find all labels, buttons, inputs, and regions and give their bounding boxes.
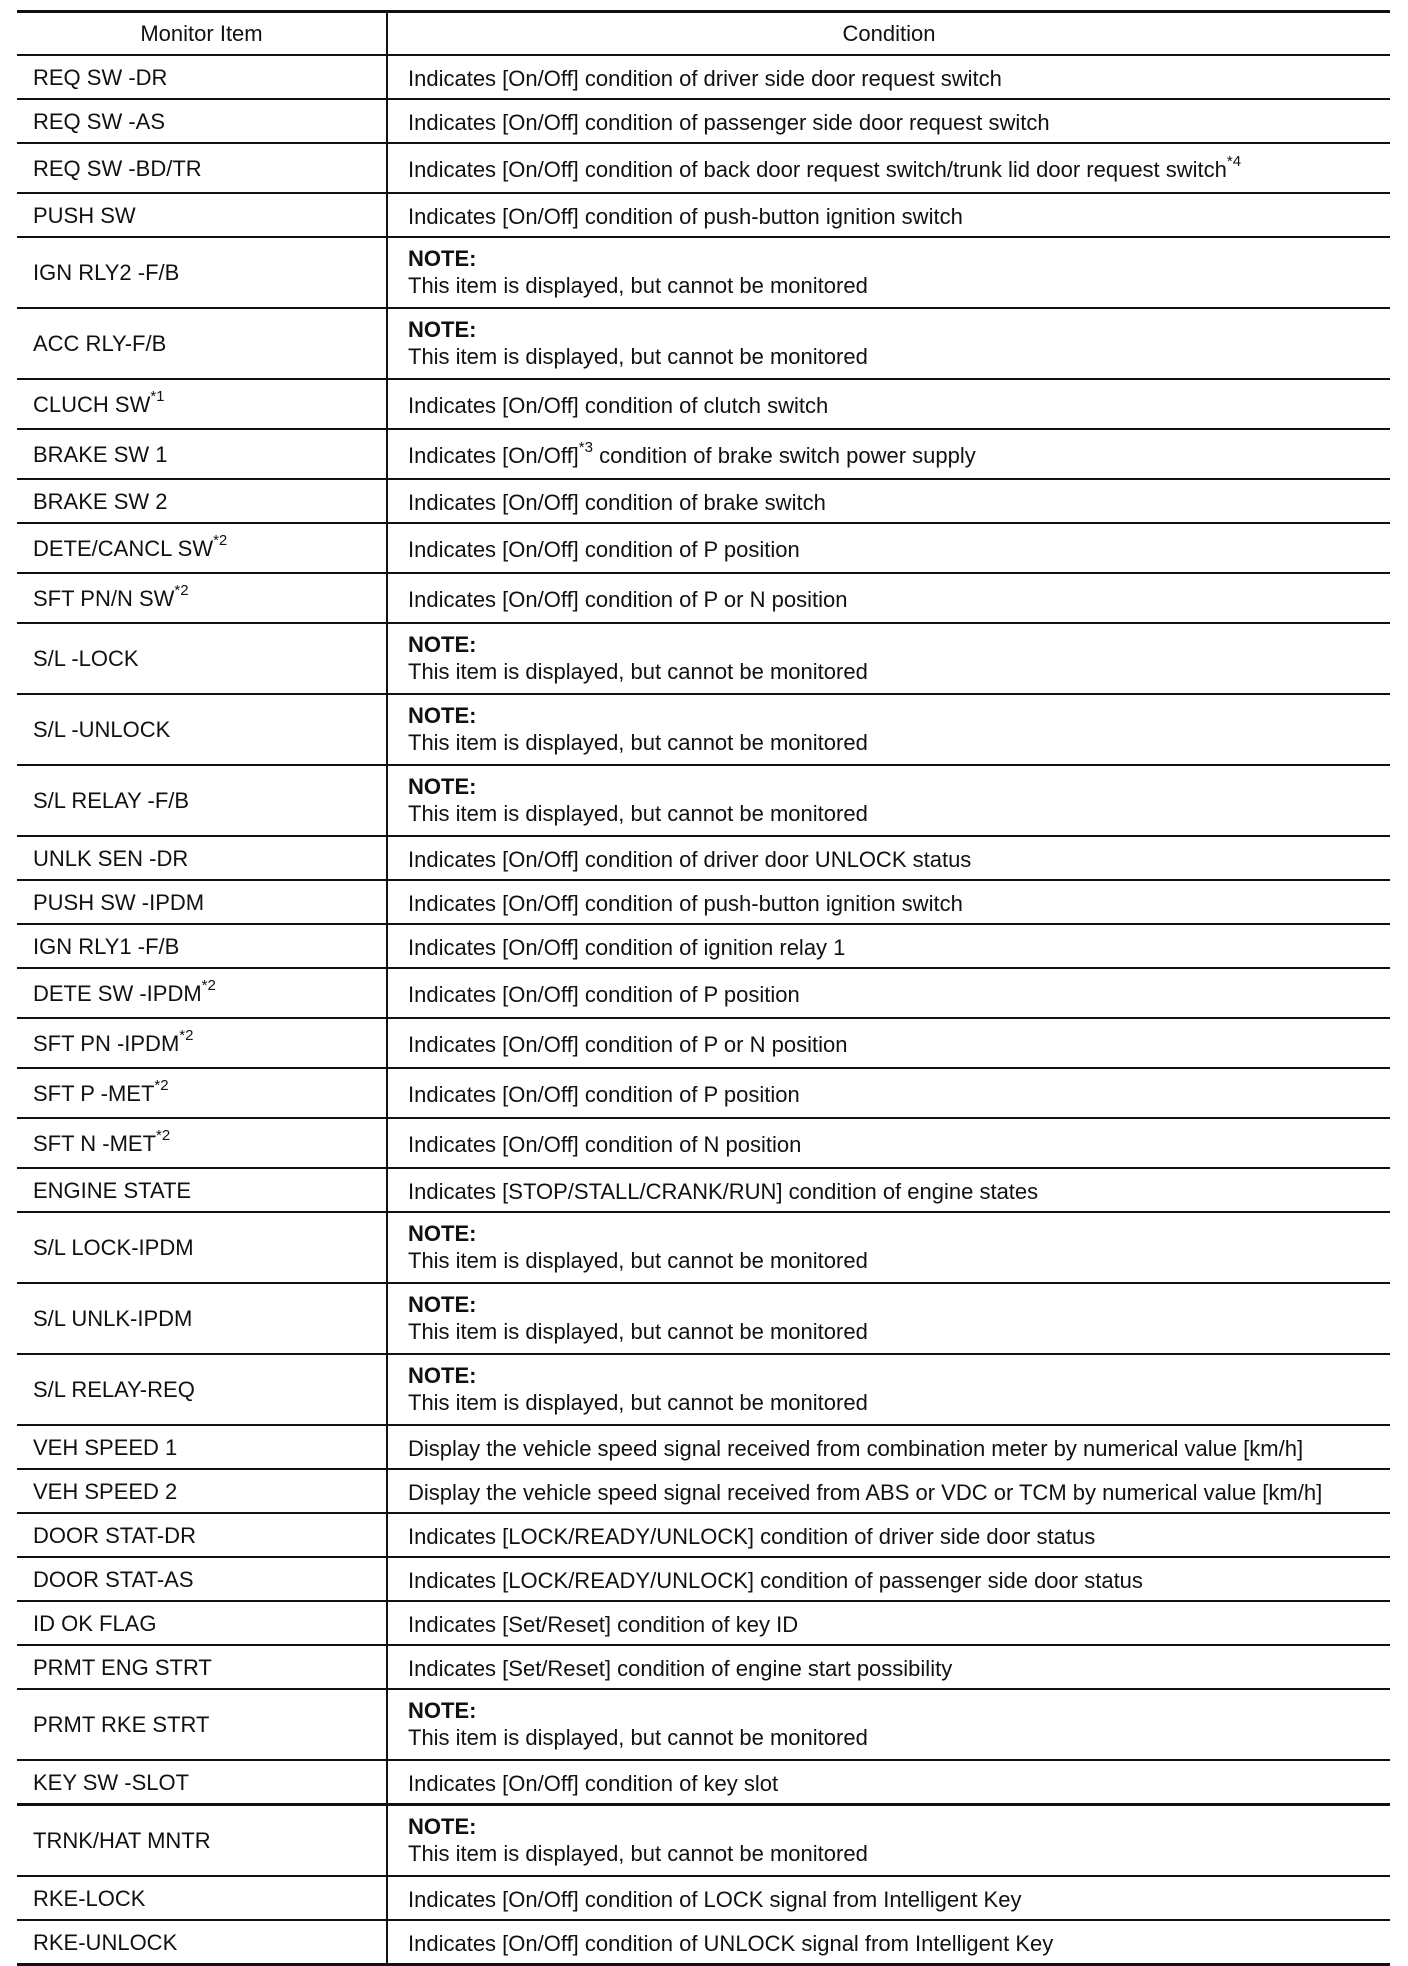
table-row	[17, 694, 1390, 765]
monitor-item-cell	[17, 573, 387, 623]
monitor-item-cell	[17, 924, 387, 968]
condition-text: Indicates [On/Off] condition of UNLOCK signal from Intelligent Key	[408, 1930, 1054, 1956]
condition-cell	[387, 623, 1390, 694]
monitor-item-label: PUSH SW	[33, 202, 136, 228]
condition-text: Indicates [On/Off] condition of key slot	[408, 1770, 779, 1796]
monitor-item-cell	[17, 1118, 387, 1168]
footnote-mark: *2	[156, 1127, 171, 1145]
condition-text: Indicates [On/Off] condition of push-button ignition switch	[408, 203, 963, 229]
condition-cell	[387, 1601, 1390, 1645]
condition-cell	[387, 1354, 1390, 1425]
monitor-item-label: KEY SW -SLOT	[33, 1769, 190, 1795]
monitor-item-cell	[17, 429, 387, 479]
condition-cell	[387, 523, 1390, 573]
table-row	[17, 99, 1390, 143]
monitor-item-cell	[17, 237, 387, 308]
monitor-item-cell	[17, 379, 387, 429]
monitor-item-cell	[17, 523, 387, 573]
footnote-mark: *2	[174, 582, 189, 600]
monitor-item-label: PRMT ENG STRT	[33, 1654, 212, 1680]
note-text: This item is displayed, but cannot be monitored	[408, 659, 868, 684]
monitor-item-label: PUSH SW -IPDM	[33, 889, 205, 915]
condition-text: Indicates [On/Off] condition of N position	[408, 1131, 802, 1157]
table-row	[17, 1557, 1390, 1601]
condition-text-prefix: Indicates [On/Off]	[408, 442, 579, 468]
monitor-item-label: SFT N -MET	[33, 1130, 157, 1156]
table-row	[17, 968, 1390, 1018]
note-label: NOTE:	[408, 246, 477, 271]
condition-cell	[387, 1212, 1390, 1283]
condition-cell	[387, 1689, 1390, 1760]
table-row	[17, 379, 1390, 429]
table-row	[17, 1354, 1390, 1425]
condition-text: Indicates [On/Off] condition of P or N position	[408, 586, 848, 612]
table-row	[17, 1425, 1390, 1469]
condition-cell	[387, 1557, 1390, 1601]
monitor-item-cell	[17, 836, 387, 880]
table-row	[17, 1212, 1390, 1283]
monitor-item-label: ID OK FLAG	[33, 1610, 157, 1636]
table-row	[17, 1168, 1390, 1212]
condition-cell	[387, 308, 1390, 379]
condition-text: Indicates [LOCK/READY/UNLOCK] condition of passenger side door status	[408, 1567, 1143, 1593]
condition-cell	[387, 1469, 1390, 1513]
condition-text: Indicates [On/Off] condition of push-button ignition switch	[408, 890, 963, 916]
monitor-item-label: S/L RELAY -F/B	[33, 788, 190, 813]
monitor-item-cell	[17, 968, 387, 1018]
table-row	[17, 429, 1390, 479]
table-row	[17, 1118, 1390, 1168]
condition-text: condition of brake switch power supply	[592, 442, 976, 468]
table-row	[17, 308, 1390, 379]
condition-text: Indicates [On/Off] condition of driver door UNLOCK status	[408, 846, 972, 872]
monitor-item-label: ENGINE STATE	[33, 1177, 192, 1203]
monitor-item-cell	[17, 1168, 387, 1212]
table-row	[17, 55, 1390, 99]
monitor-item-label: REQ SW -AS	[33, 108, 166, 134]
condition-cell	[387, 479, 1390, 523]
note-text: This item is displayed, but cannot be monitored	[408, 344, 868, 369]
monitor-item-label: VEH SPEED 1	[33, 1434, 178, 1460]
table-row	[17, 143, 1390, 193]
condition-cell	[387, 1283, 1390, 1354]
footnote-mark: *4	[1226, 153, 1242, 171]
monitor-item-cell	[17, 1876, 387, 1920]
monitor-item-label: BRAKE SW 2	[33, 488, 168, 514]
table-row	[17, 1689, 1390, 1760]
monitor-item-label: UNLK SEN -DR	[33, 845, 189, 871]
monitor-item-label: DOOR STAT-DR	[33, 1522, 196, 1548]
table-row	[17, 193, 1390, 237]
monitor-item-label: PRMT RKE STRT	[33, 1712, 210, 1737]
monitor-item-cell	[17, 1283, 387, 1354]
monitor-item-cell	[17, 143, 387, 193]
monitor-item-label: DETE/CANCL SW	[33, 535, 214, 561]
table-row	[17, 765, 1390, 836]
condition-cell	[387, 1068, 1390, 1118]
note-text: This item is displayed, but cannot be monitored	[408, 801, 868, 826]
condition-cell	[387, 836, 1390, 880]
table-body	[17, 55, 1390, 1965]
condition-cell	[387, 1118, 1390, 1168]
condition-text: Display the vehicle speed signal received from combination meter by numerical value [km/h]	[408, 1435, 1304, 1461]
footnote-mark: *2	[179, 1027, 194, 1045]
monitor-item-label: S/L UNLK-IPDM	[33, 1306, 193, 1331]
monitor-item-label: RKE-LOCK	[33, 1885, 146, 1911]
note-text: This item is displayed, but cannot be monitored	[408, 1319, 868, 1344]
table-row	[17, 1469, 1390, 1513]
monitor-item-label: IGN RLY2 -F/B	[33, 260, 180, 285]
monitor-item-label: ACC RLY-F/B	[33, 331, 167, 356]
table-row	[17, 1805, 1390, 1877]
monitor-item-label: S/L -UNLOCK	[33, 717, 171, 742]
note-label: NOTE:	[408, 774, 477, 799]
monitor-item-label: BRAKE SW 1	[33, 441, 168, 467]
condition-cell	[387, 1876, 1390, 1920]
condition-cell	[387, 379, 1390, 429]
footnote-mark: *2	[213, 532, 228, 550]
monitor-item-cell	[17, 1805, 387, 1877]
condition-cell	[387, 1513, 1390, 1557]
monitor-item-cell	[17, 1354, 387, 1425]
monitor-item-label: RKE-UNLOCK	[33, 1929, 178, 1955]
condition-text: Indicates [STOP/STALL/CRANK/RUN] condition of engine states	[408, 1178, 1039, 1204]
monitor-item-cell	[17, 1068, 387, 1118]
monitor-item-label: DOOR STAT-AS	[33, 1566, 194, 1592]
monitor-item-cell	[17, 55, 387, 99]
table-row	[17, 1513, 1390, 1557]
condition-cell	[387, 429, 1390, 479]
condition-text: Display the vehicle speed signal received from ABS or VDC or TCM by numerical value [km/h]	[408, 1479, 1323, 1505]
note-label: NOTE:	[408, 1221, 477, 1246]
monitor-item-cell	[17, 1689, 387, 1760]
monitor-item-label: SFT P -MET	[33, 1080, 155, 1106]
monitor-item-label: TRNK/HAT MNTR	[33, 1828, 211, 1853]
condition-text: Indicates [On/Off] condition of brake switch	[408, 489, 826, 515]
note-text: This item is displayed, but cannot be monitored	[408, 730, 868, 755]
condition-text: Indicates [Set/Reset] condition of key ID	[408, 1611, 799, 1637]
condition-cell	[387, 99, 1390, 143]
monitor-item-cell	[17, 193, 387, 237]
monitor-item-table	[17, 10, 1390, 1966]
condition-cell	[387, 1645, 1390, 1689]
monitor-item-label: S/L LOCK-IPDM	[33, 1235, 194, 1260]
monitor-item-label: S/L -LOCK	[33, 646, 139, 671]
condition-cell	[387, 1168, 1390, 1212]
condition-text: Indicates [Set/Reset] condition of engine start possibility	[408, 1655, 953, 1681]
note-text: This item is displayed, but cannot be monitored	[408, 1248, 868, 1273]
monitor-item-label: VEH SPEED 2	[33, 1478, 178, 1504]
table-row	[17, 1920, 1390, 1965]
monitor-item-label: CLUCH SW	[33, 391, 151, 417]
condition-cell	[387, 193, 1390, 237]
note-text: This item is displayed, but cannot be monitored	[408, 1725, 868, 1750]
condition-cell	[387, 1920, 1390, 1965]
header-monitor-item: Monitor Item	[17, 12, 387, 56]
monitor-item-label: REQ SW -DR	[33, 64, 168, 90]
condition-cell	[387, 765, 1390, 836]
condition-cell	[387, 1760, 1390, 1805]
monitor-item-cell	[17, 1469, 387, 1513]
monitor-item-cell	[17, 308, 387, 379]
table-row	[17, 573, 1390, 623]
condition-cell	[387, 694, 1390, 765]
footnote-mark: *3	[578, 439, 593, 457]
table-row	[17, 1283, 1390, 1354]
condition-cell	[387, 55, 1390, 99]
footnote-mark: *2	[201, 977, 216, 995]
note-label: NOTE:	[408, 1292, 477, 1317]
condition-cell	[387, 880, 1390, 924]
condition-text: Indicates [On/Off] condition of P or N position	[408, 1031, 848, 1057]
condition-text: Indicates [On/Off] condition of clutch switch	[408, 392, 829, 418]
monitor-item-cell	[17, 765, 387, 836]
note-label: NOTE:	[408, 703, 477, 728]
note-text: This item is displayed, but cannot be monitored	[408, 1390, 868, 1415]
monitor-item-cell	[17, 623, 387, 694]
condition-text: Indicates [On/Off] condition of passenger side door request switch	[408, 109, 1050, 135]
note-text: This item is displayed, but cannot be monitored	[408, 273, 868, 298]
monitor-item-label: IGN RLY1 -F/B	[33, 933, 180, 959]
condition-cell	[387, 237, 1390, 308]
table-row	[17, 623, 1390, 694]
table-row	[17, 924, 1390, 968]
note-label: NOTE:	[408, 317, 477, 342]
condition-cell	[387, 1805, 1390, 1877]
monitor-item-cell	[17, 1018, 387, 1068]
note-label: NOTE:	[408, 1814, 477, 1839]
table-row	[17, 237, 1390, 308]
table-row	[17, 836, 1390, 880]
monitor-item-cell	[17, 1212, 387, 1283]
table-row	[17, 1601, 1390, 1645]
monitor-item-label: SFT PN/N SW	[33, 585, 175, 611]
monitor-item-cell	[17, 1645, 387, 1689]
condition-cell	[387, 1018, 1390, 1068]
condition-text: Indicates [LOCK/READY/UNLOCK] condition of driver side door status	[408, 1523, 1096, 1549]
condition-text: Indicates [On/Off] condition of P position	[408, 981, 800, 1007]
monitor-table-container	[17, 10, 1390, 1966]
monitor-item-label: DETE SW -IPDM	[33, 980, 202, 1006]
monitor-item-label: S/L RELAY-REQ	[33, 1377, 195, 1402]
condition-text: Indicates [On/Off] condition of back door request switch/trunk lid door request switch	[408, 156, 1227, 182]
monitor-item-cell	[17, 479, 387, 523]
footnote-mark: *1	[150, 388, 165, 406]
monitor-item-cell	[17, 1425, 387, 1469]
table-row	[17, 880, 1390, 924]
note-label: NOTE:	[408, 1698, 477, 1723]
condition-text: Indicates [On/Off] condition of ignition relay 1	[408, 934, 846, 960]
monitor-item-cell	[17, 1760, 387, 1805]
table-row	[17, 523, 1390, 573]
condition-text: Indicates [On/Off] condition of driver side door request switch	[408, 65, 1002, 91]
monitor-item-cell	[17, 1920, 387, 1965]
note-text: This item is displayed, but cannot be monitored	[408, 1841, 868, 1866]
note-label: NOTE:	[408, 632, 477, 657]
condition-text: Indicates [On/Off] condition of P position	[408, 1081, 800, 1107]
note-label: NOTE:	[408, 1363, 477, 1388]
monitor-item-cell	[17, 1557, 387, 1601]
table-row	[17, 1068, 1390, 1118]
monitor-item-cell	[17, 1513, 387, 1557]
monitor-item-cell	[17, 694, 387, 765]
table-row	[17, 479, 1390, 523]
monitor-item-cell	[17, 99, 387, 143]
table-row	[17, 1876, 1390, 1920]
condition-cell	[387, 573, 1390, 623]
monitor-item-cell	[17, 880, 387, 924]
table-header-row	[17, 12, 1390, 56]
footnote-mark: *2	[154, 1077, 169, 1095]
condition-text: Indicates [On/Off] condition of P position	[408, 536, 800, 562]
monitor-item-label: SFT PN -IPDM	[33, 1030, 180, 1056]
table-row	[17, 1760, 1390, 1805]
condition-text: Indicates [On/Off] condition of LOCK signal from Intelligent Key	[408, 1886, 1022, 1912]
table-row	[17, 1645, 1390, 1689]
header-condition: Condition	[842, 20, 936, 46]
condition-cell	[387, 968, 1390, 1018]
condition-cell	[387, 143, 1390, 193]
condition-cell	[387, 1425, 1390, 1469]
table-row	[17, 1018, 1390, 1068]
condition-cell	[387, 924, 1390, 968]
monitor-item-label: REQ SW -BD/TR	[33, 155, 202, 181]
monitor-item-cell	[17, 1601, 387, 1645]
